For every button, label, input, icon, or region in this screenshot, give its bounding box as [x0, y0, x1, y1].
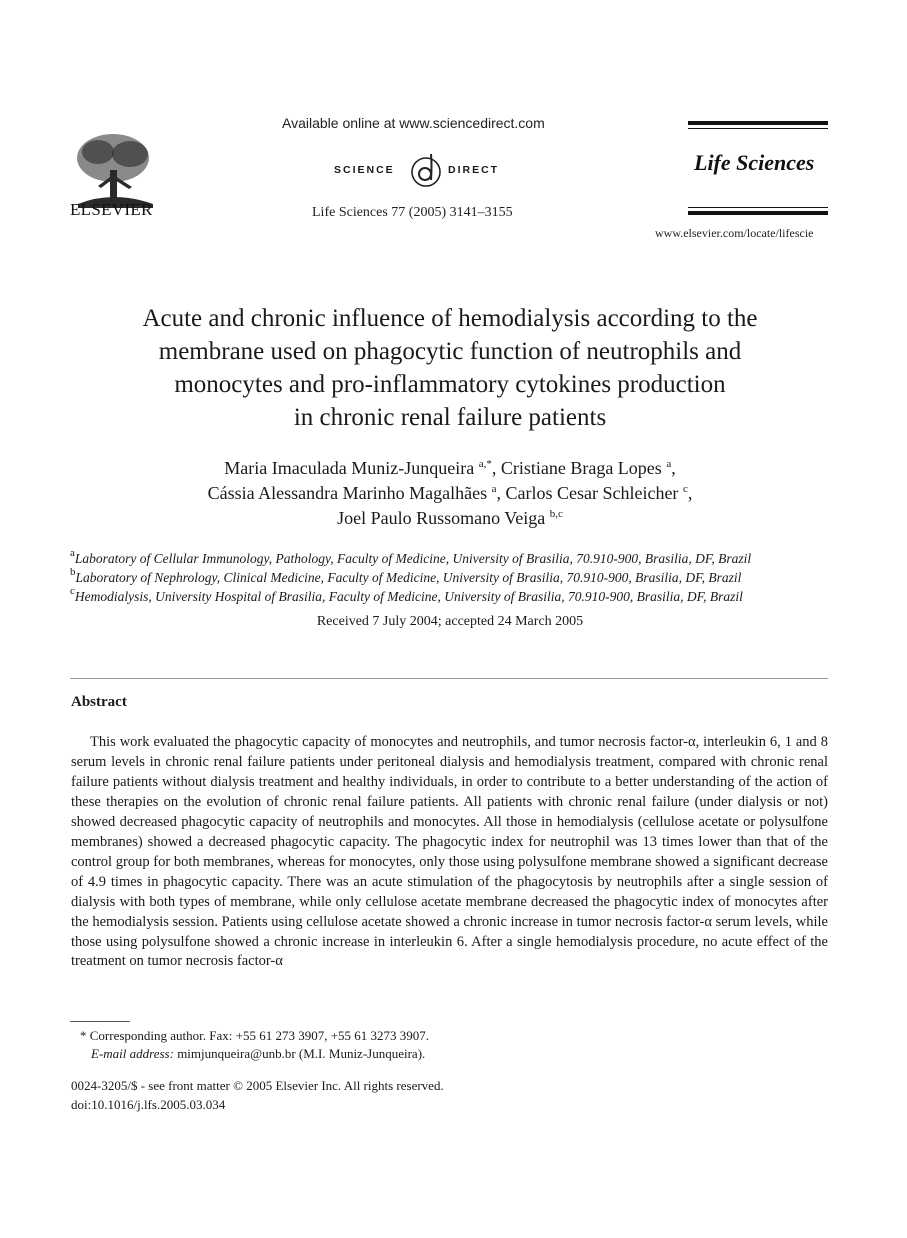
email-link[interactable]: mimjunqueira@unb.br (M.I. Muniz-Junqueira).: [177, 1046, 426, 1061]
section-divider: [70, 678, 828, 679]
article-title: [60, 302, 840, 434]
journal-rule-top-thin: [688, 128, 828, 129]
issn-copyright: 0024-3205/$ - see front matter © 2005 Elsevier Inc. All rights reserved.: [71, 1078, 444, 1093]
affiliation-mark: b: [70, 566, 76, 578]
author-affiliation-mark: b,c: [549, 508, 563, 520]
sciencedirect-logo: [330, 150, 520, 190]
journal-citation: Life Sciences 77 (2005) 3141–3155: [312, 205, 513, 220]
journal-name: Life Sciences: [694, 150, 815, 175]
journal-rule-bottom-thin: [688, 207, 828, 208]
title-line: membrane used on phagocytic function of neutrophils and: [158, 338, 742, 365]
affiliation-item: [70, 549, 830, 568]
doi-link[interactable]: doi:10.1016/j.lfs.2005.03.034: [71, 1097, 226, 1112]
email-label: E-mail address:: [91, 1046, 174, 1061]
publisher-name: ELSEVIER: [70, 200, 153, 219]
author-name[interactable]: Maria Imaculada Muniz-Junqueira: [224, 458, 475, 478]
author-name[interactable]: Joel Paulo Russomano Veiga: [337, 508, 546, 528]
affiliation-mark: c: [70, 585, 75, 597]
copyright-block: [71, 1076, 444, 1114]
author-affiliation-mark: c: [682, 483, 688, 495]
affiliation-item: [70, 568, 830, 587]
affiliation-text: Laboratory of Cellular Immunology, Pathology, Faculty of Medicine, University of Brasilia, 70.910-900, Brasilia, DF, Brazil: [74, 551, 752, 566]
journal-rule-bottom: [688, 211, 828, 215]
sciencedirect-d-icon: [408, 150, 444, 190]
abstract-body: [71, 733, 828, 972]
author-affiliation-mark: a,*: [478, 458, 492, 470]
affiliation-text: Hemodialysis, University Hospital of Brasilia, Faculty of Medicine, University of Brasilia, 70.910-900, Brasilia, DF, Brazil: [74, 589, 743, 604]
available-online-text[interactable]: Available online at www.sciencedirect.com: [282, 115, 545, 131]
affiliation-text: Laboratory of Nephrology, Clinical Medicine, Faculty of Medicine, University of Brasilia, 70.910-900, Brasilia, DF, Brazil: [75, 570, 742, 585]
title-line: in chronic renal failure patients: [293, 404, 607, 431]
title-line: monocytes and pro-inflammatory cytokines production: [174, 371, 726, 398]
footnote-rule: [70, 1021, 130, 1022]
sciencedirect-right-text: DIRECT: [448, 164, 500, 176]
footnotes: [80, 1027, 429, 1063]
author-name[interactable]: Cristiane Braga Lopes: [500, 458, 662, 478]
journal-rule-top: [688, 121, 828, 125]
received-dates: Received 7 July 2004; accepted 24 March 2005: [316, 614, 584, 629]
author-name[interactable]: Cássia Alessandra Marinho Magalhães: [207, 483, 488, 503]
affiliation-item: [70, 587, 830, 606]
author-affiliation-mark: a: [666, 458, 672, 470]
author-name[interactable]: Carlos Cesar Schleicher: [505, 483, 679, 503]
abstract-paragraph: This work evaluated the phagocytic capacity of monocytes and neutrophils, and tumor necrosis factor-α, interleukin 6, 1 and 8 serum levels in chronic renal failure patients under peritoneal dialysis and hemodialysis treatment, compared with chronic renal failure patients without dialysis treatment and healthy individuals, in order to contribute to a better understanding of the action of these therapies on the evolution of chronic renal failure patients. All patients with chronic renal failure (under dialysis or not) showed decreased phagocytic capacity of neutrophils and monocytes. All those in hemodialysis (cellulose acetate or polysulfone membranes) showed a decreased phagocytic capacity. The phagocytic index for neutrophil was 13 times lower than that of the control group for both membranes, whereas for monocytes, only those using polysulfone membrane showed a significant decrease of 4.9 times in phagocytic capacity. There was an acute stimulation of the phagocytosis by neutrophils after a single session of dialysis with both types of membrane, while only cellulose acetate membrane decreased the phagocytic index of monocytes after the hemodialysis session. Patients using cellulose acetate showed a chronic increase in tumor necrosis factor-α serum levels, while those using polysulfone showed a chronic increase in interleukin 6. After a single hemodialysis procedure, no acute effect of the treatment on tumor necrosis factor-α: [71, 734, 828, 970]
journal-url-link[interactable]: www.elsevier.com/locate/lifescie: [655, 226, 814, 240]
affiliation-list: [70, 549, 830, 606]
author-list: Maria Imaculada Muniz-Junqueira $^{a,*}$, Cristiane Braga Lopes $^a$, Cássia Alessandra Marinho Magalhães $^a$, Carlos Cesar Schleicher $^c$, Joel Paulo Russomano Veiga $^{b,c}$: [207, 458, 693, 528]
author-affiliation-mark: a: [491, 483, 497, 495]
sciencedirect-left-text: SCIENCE: [334, 164, 395, 176]
corresponding-author-note: * Corresponding author. Fax: +55 61 273 3907, +55 61 3273 3907.: [80, 1028, 430, 1043]
abstract-heading: Abstract: [71, 694, 127, 710]
affiliation-mark: a: [70, 547, 75, 559]
title-line: Acute and chronic influence of hemodialysis according to the: [142, 305, 758, 332]
